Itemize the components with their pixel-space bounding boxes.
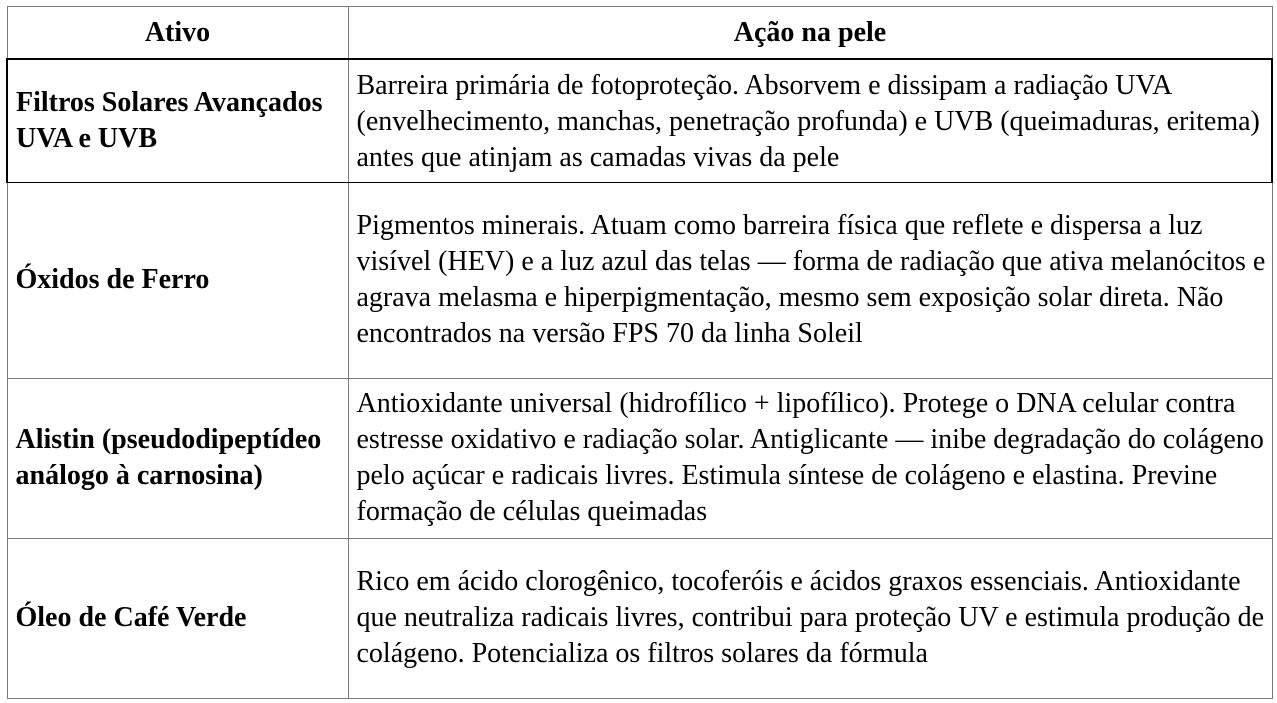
cell-ativo[interactable]: Óleo de Café Verde	[7, 538, 348, 698]
header-acao-na-pele: Ação na pele	[348, 7, 1272, 60]
cell-ativo[interactable]: Alistin (pseudodipeptídeo análogo à carnosina)	[7, 378, 348, 538]
cell-acao[interactable]: Pigmentos minerais. Atuam como barreira física que reflete e dispersa a luz visível (HEV) e a luz azul das telas — forma de radiação que ativa melanócitos e agrava melasma e hiperpigmentação, mesmo sem exposição solar direta. Não encontrados na versão FPS 70 da linha Soleil	[348, 182, 1272, 378]
actives-table	[6, 6, 1273, 699]
table-row[interactable]	[7, 59, 1272, 182]
header-ativo: Ativo	[7, 7, 348, 60]
cell-acao[interactable]: Rico em ácido clorogênico, tocoferóis e ácidos graxos essenciais. Antioxidante que neutraliza radicais livres, contribui para proteção UV e estimula produção de colágeno. Potencializa os filtros solares da fórmula	[348, 538, 1272, 698]
table-row[interactable]	[7, 538, 1272, 698]
table-header-row	[7, 7, 1272, 60]
cell-ativo[interactable]: Óxidos de Ferro	[7, 182, 348, 378]
cell-acao[interactable]: Barreira primária de fotoproteção. Absorvem e dissipam a radiação UVA (envelhecimento, manchas, penetração profunda) e UVB (queimaduras, eritema) antes que atinjam as camadas vivas da pele	[348, 59, 1272, 182]
table-row[interactable]	[7, 378, 1272, 538]
cell-acao[interactable]: Antioxidante universal (hidrofílico + lipofílico). Protege o DNA celular contra estresse oxidativo e radiação solar. Antiglicante — inibe degradação do colágeno pelo açúcar e radicais livres. Estimula síntese de colágeno e elastina. Previne formação de células queimadas	[348, 378, 1272, 538]
table-row[interactable]	[7, 182, 1272, 378]
cell-ativo[interactable]: Filtros Solares Avançados UVA e UVB	[7, 59, 348, 182]
